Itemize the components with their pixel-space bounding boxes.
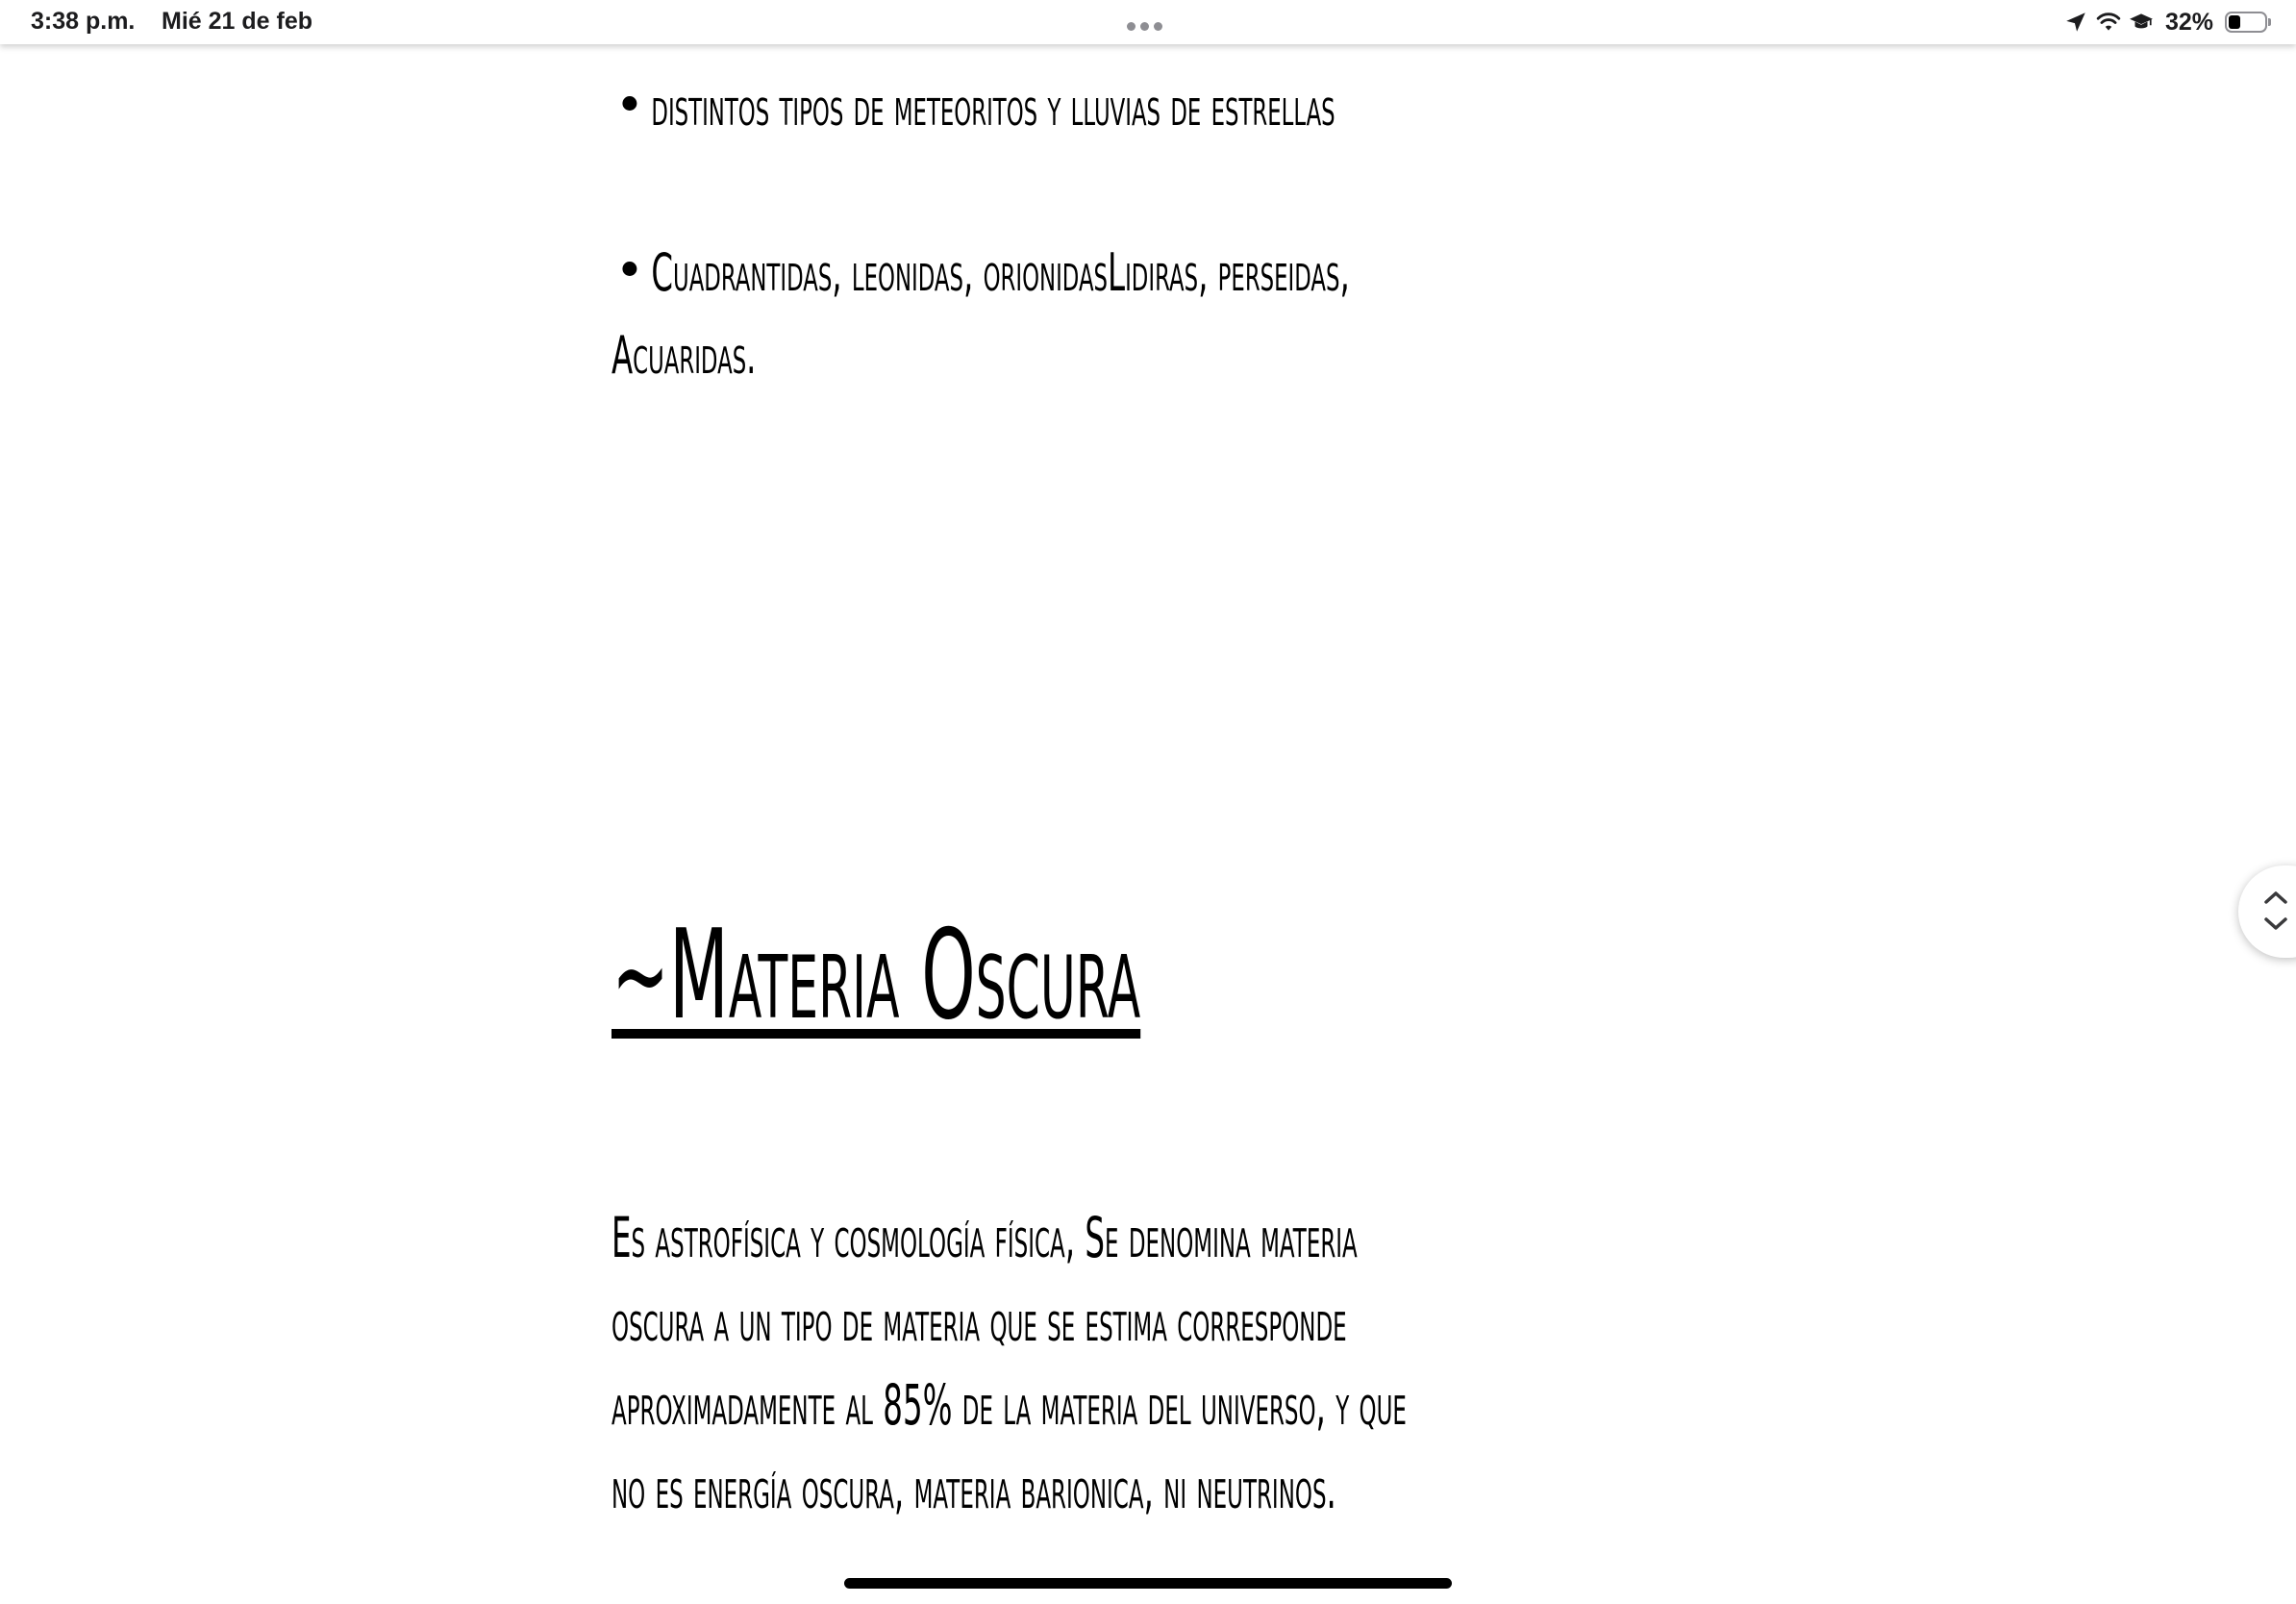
battery-percent: 32% xyxy=(2164,8,2213,36)
bullet-item xyxy=(611,65,1817,150)
paragraph-line: no es energía oscura, materia barionica, ni neutrinos. xyxy=(611,1456,1336,1521)
scroll-chevrons[interactable] xyxy=(2259,883,2292,940)
bullet-text: distintos tipos de meteoritos y lluvias de estrellas xyxy=(651,77,1335,138)
battery-level xyxy=(2229,15,2240,29)
bullet-dot-icon xyxy=(622,96,636,111)
chevron-up-icon[interactable] xyxy=(2266,893,2285,902)
multitasking-dots-icon[interactable] xyxy=(1127,16,1169,26)
home-indicator[interactable] xyxy=(844,1578,1452,1589)
bullet-item xyxy=(611,231,1842,315)
status-time: 3:38 p.m. xyxy=(31,8,136,35)
paragraph-line: oscura a un tipo de materia que se estima corresponde xyxy=(611,1289,1347,1354)
body-paragraph xyxy=(611,1196,2032,1531)
wifi-icon xyxy=(2096,10,2121,35)
battery-icon xyxy=(2225,12,2267,33)
chevron-down-icon[interactable] xyxy=(2266,919,2285,928)
bullet-continuation xyxy=(611,313,853,398)
location-arrow-icon xyxy=(2063,10,2088,35)
status-indicators xyxy=(2063,7,2267,38)
graduation-cap-icon xyxy=(2129,10,2154,35)
scroll-control[interactable] xyxy=(2238,865,2296,958)
bullet-text: Cuadrantidas, leonidas, orionidasLidiras, perseidas, xyxy=(651,242,1350,303)
status-date: Mié 21 de feb xyxy=(162,8,312,35)
section-heading: ~Materia Oscura xyxy=(611,904,1141,1047)
bullet-continuation-text: Acuaridas. xyxy=(611,325,757,386)
status-bar xyxy=(0,0,2296,44)
paragraph-line: Es astrofísica y cosmología física, Se denomina materia xyxy=(611,1205,1358,1270)
paragraph-line: aproximadamente al 85% de la materia del universo, y que xyxy=(611,1372,1407,1438)
bullet-dot-icon xyxy=(622,262,636,276)
